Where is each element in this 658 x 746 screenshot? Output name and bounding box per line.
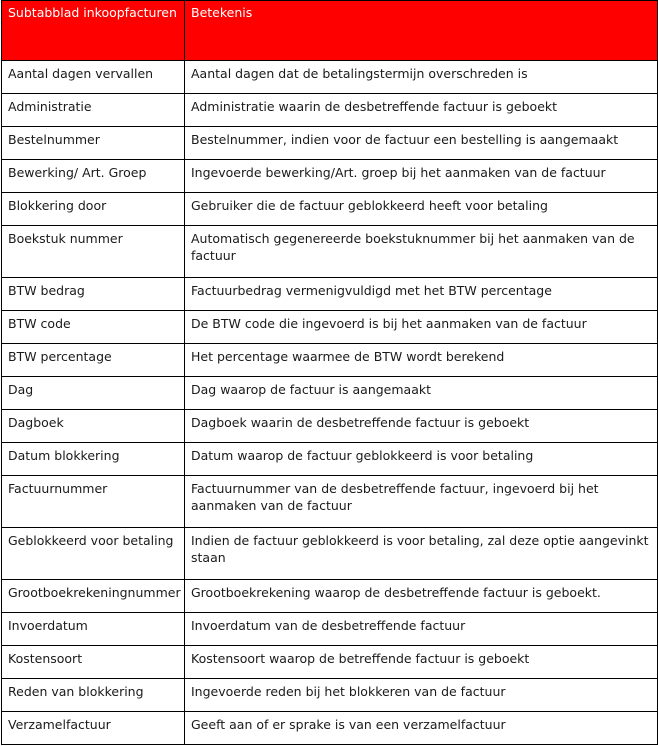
table-row xyxy=(2,127,658,160)
table-row xyxy=(2,712,658,745)
meaning-cell: Bestelnummer, indien voor de factuur een bestelling is aangemaakt xyxy=(185,127,658,160)
table-row xyxy=(2,160,658,193)
table-row xyxy=(2,476,658,528)
field-cell: Kostensoort xyxy=(2,646,185,679)
field-cell: Datum blokkering xyxy=(2,443,185,476)
meaning-cell: Het percentage waarmee de BTW wordt berekend xyxy=(185,344,658,377)
meaning-cell: Administratie waarin de desbetreffende factuur is geboekt xyxy=(185,94,658,127)
field-cell: Dagboek xyxy=(2,410,185,443)
meaning-cell: Factuurbedrag vermenigvuldigd met het BTW percentage xyxy=(185,278,658,311)
table-row xyxy=(2,613,658,646)
table-row xyxy=(2,226,658,278)
field-cell: Factuurnummer xyxy=(2,476,185,528)
table-row xyxy=(2,278,658,311)
field-cell: Grootboekrekeningnummer xyxy=(2,580,185,613)
meaning-cell: Dagboek waarin de desbetreffende factuur is geboekt xyxy=(185,410,658,443)
table-row xyxy=(2,94,658,127)
meaning-cell: De BTW code die ingevoerd is bij het aanmaken van de factuur xyxy=(185,311,658,344)
table-header-row xyxy=(2,1,658,61)
field-cell: Dag xyxy=(2,377,185,410)
field-cell: Blokkering door xyxy=(2,193,185,226)
field-cell: Invoerdatum xyxy=(2,613,185,646)
field-cell: Verzamelfactuur xyxy=(2,712,185,745)
table-row xyxy=(2,344,658,377)
field-cell: Boekstuk nummer xyxy=(2,226,185,278)
table-row xyxy=(2,61,658,94)
meaning-cell: Grootboekrekening waarop de desbetreffende factuur is geboekt. xyxy=(185,580,658,613)
table-row xyxy=(2,311,658,344)
table-row xyxy=(2,646,658,679)
meaning-cell: Invoerdatum van de desbetreffende factuur xyxy=(185,613,658,646)
field-cell: BTW percentage xyxy=(2,344,185,377)
meaning-cell: Automatisch gegenereerde boekstuknummer bij het aanmaken van de factuur xyxy=(185,226,658,278)
field-cell: Bestelnummer xyxy=(2,127,185,160)
meaning-cell: Aantal dagen dat de betalingstermijn overschreden is xyxy=(185,61,658,94)
field-cell: Administratie xyxy=(2,94,185,127)
field-cell: Geblokkeerd voor betaling xyxy=(2,528,185,580)
meaning-cell: Datum waarop de factuur geblokkeerd is voor betaling xyxy=(185,443,658,476)
meaning-cell: Geeft aan of er sprake is van een verzamelfactuur xyxy=(185,712,658,745)
table-row xyxy=(2,377,658,410)
header-field: Subtabblad inkoopfacturen xyxy=(2,1,185,61)
meaning-cell: Indien de factuur geblokkeerd is voor betaling, zal deze optie aangevinkt staan xyxy=(185,528,658,580)
table-row xyxy=(2,679,658,712)
table-row xyxy=(2,410,658,443)
meaning-cell: Kostensoort waarop de betreffende factuur is geboekt xyxy=(185,646,658,679)
meaning-cell: Gebruiker die de factuur geblokkeerd heeft voor betaling xyxy=(185,193,658,226)
field-cell: BTW code xyxy=(2,311,185,344)
field-cell: Aantal dagen vervallen xyxy=(2,61,185,94)
field-cell: Bewerking/ Art. Groep xyxy=(2,160,185,193)
header-meaning: Betekenis xyxy=(185,1,658,61)
table-row xyxy=(2,193,658,226)
table-row xyxy=(2,528,658,580)
meaning-cell: Factuurnummer van de desbetreffende factuur, ingevoerd bij het aanmaken van de factuur xyxy=(185,476,658,528)
meaning-cell: Dag waarop de factuur is aangemaakt xyxy=(185,377,658,410)
meaning-cell: Ingevoerde bewerking/Art. groep bij het aanmaken van de factuur xyxy=(185,160,658,193)
table-row xyxy=(2,443,658,476)
table-row xyxy=(2,580,658,613)
meaning-cell: Ingevoerde reden bij het blokkeren van de factuur xyxy=(185,679,658,712)
field-cell: BTW bedrag xyxy=(2,278,185,311)
invoice-fields-table xyxy=(1,0,658,745)
field-cell: Reden van blokkering xyxy=(2,679,185,712)
